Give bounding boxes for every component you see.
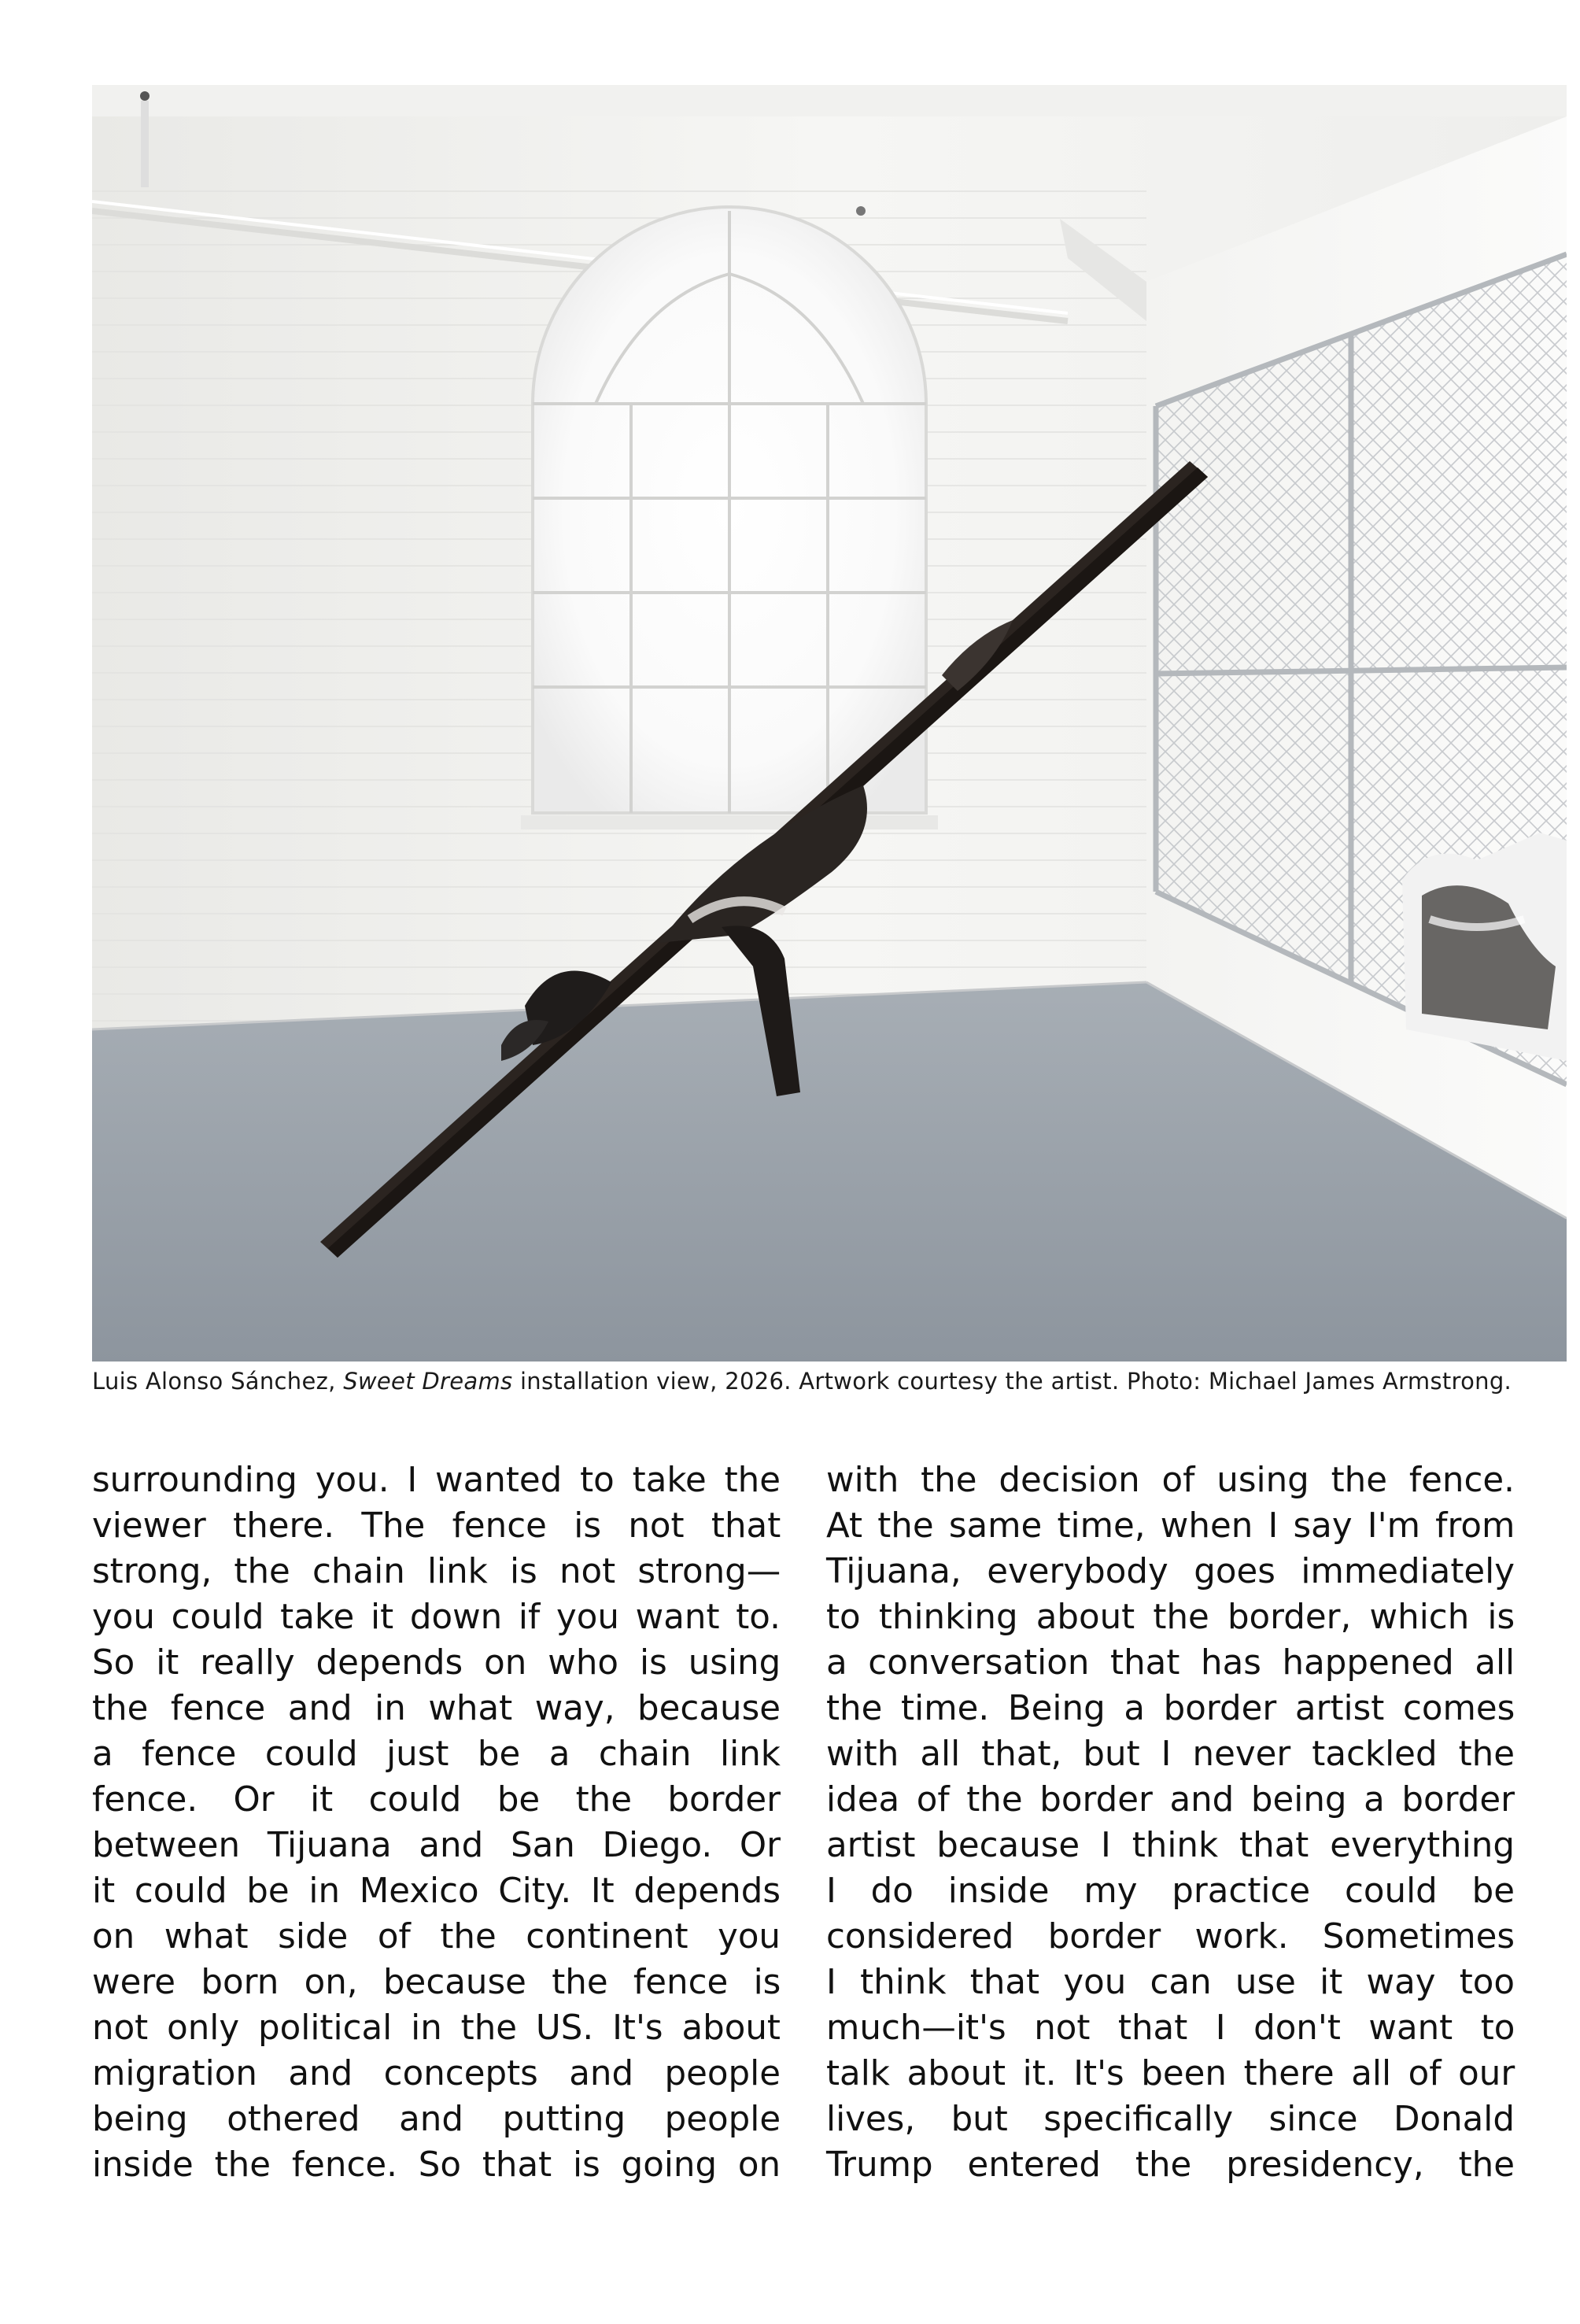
photo-caption <box>92 1368 1567 1395</box>
text-line: migration and concepts and people <box>92 2054 781 2093</box>
text-line: a conversation that has happened all <box>826 1643 1515 1683</box>
text-line: you could take it down if you want to. <box>92 1598 781 1637</box>
text-line: considered border work. Sometimes <box>826 1917 1515 1956</box>
text-line: At the same time, when I say I'm from <box>826 1506 1515 1546</box>
text-line: Tijuana, everybody goes immediately <box>826 1552 1515 1591</box>
caption-artist: Luis Alonso Sánchez, <box>92 1368 344 1395</box>
text-line: it could be in Mexico City. It depends <box>92 1871 781 1911</box>
text-line: Trump entered the presidency, the <box>826 2145 1515 2185</box>
text-line: to thinking about the border, which is <box>826 1598 1515 1637</box>
text-line: much—it's not that I don't want to <box>826 2008 1515 2048</box>
text-line: So it really depends on who is using <box>92 1643 781 1683</box>
text-line: surrounding you. I wanted to take the <box>92 1461 781 1500</box>
caption-title: Sweet Dreams <box>343 1368 513 1395</box>
text-line: on what side of the continent you <box>92 1917 781 1956</box>
text-line: idea of the border and being a border <box>826 1780 1515 1820</box>
text-line: talk about it. It's been there all of our <box>826 2054 1515 2093</box>
text-line: the time. Being a border artist comes <box>826 1689 1515 1728</box>
text-line: inside the fence. So that is going on <box>92 2145 781 2185</box>
text-line: strong, the chain link is not strong— <box>92 1552 781 1591</box>
text-line: lives, but specifically since Donald <box>826 2100 1515 2139</box>
installation-photo-drawing <box>92 85 1567 1362</box>
text-line: were born on, because the fence is <box>92 1963 781 2002</box>
text-line: with the decision of using the fence. <box>826 1461 1515 1500</box>
body-text-right-column <box>826 1458 1515 2188</box>
text-line: viewer there. The fence is not that <box>92 1506 781 1546</box>
text-line: being othered and putting people <box>92 2100 781 2139</box>
text-line: with all that, but I never tackled the <box>826 1735 1515 1774</box>
text-line: a fence could just be a chain link <box>92 1735 781 1774</box>
installation-photo <box>92 85 1567 1362</box>
text-line: the fence and in what way, because <box>92 1689 781 1728</box>
caption-details: installation view, 2026. Artwork courtesy the artist. Photo: Michael James Armstrong. <box>512 1368 1512 1395</box>
body-text-left-column <box>92 1458 781 2188</box>
text-line: I do inside my practice could be <box>826 1871 1515 1911</box>
text-line: artist because I think that everything <box>826 1826 1515 1865</box>
text-line: fence. Or it could be the border <box>92 1780 781 1820</box>
text-line: I think that you can use it way too <box>826 1963 1515 2002</box>
text-line: not only political in the US. It's about <box>92 2008 781 2048</box>
text-line: between Tijuana and San Diego. Or <box>92 1826 781 1865</box>
